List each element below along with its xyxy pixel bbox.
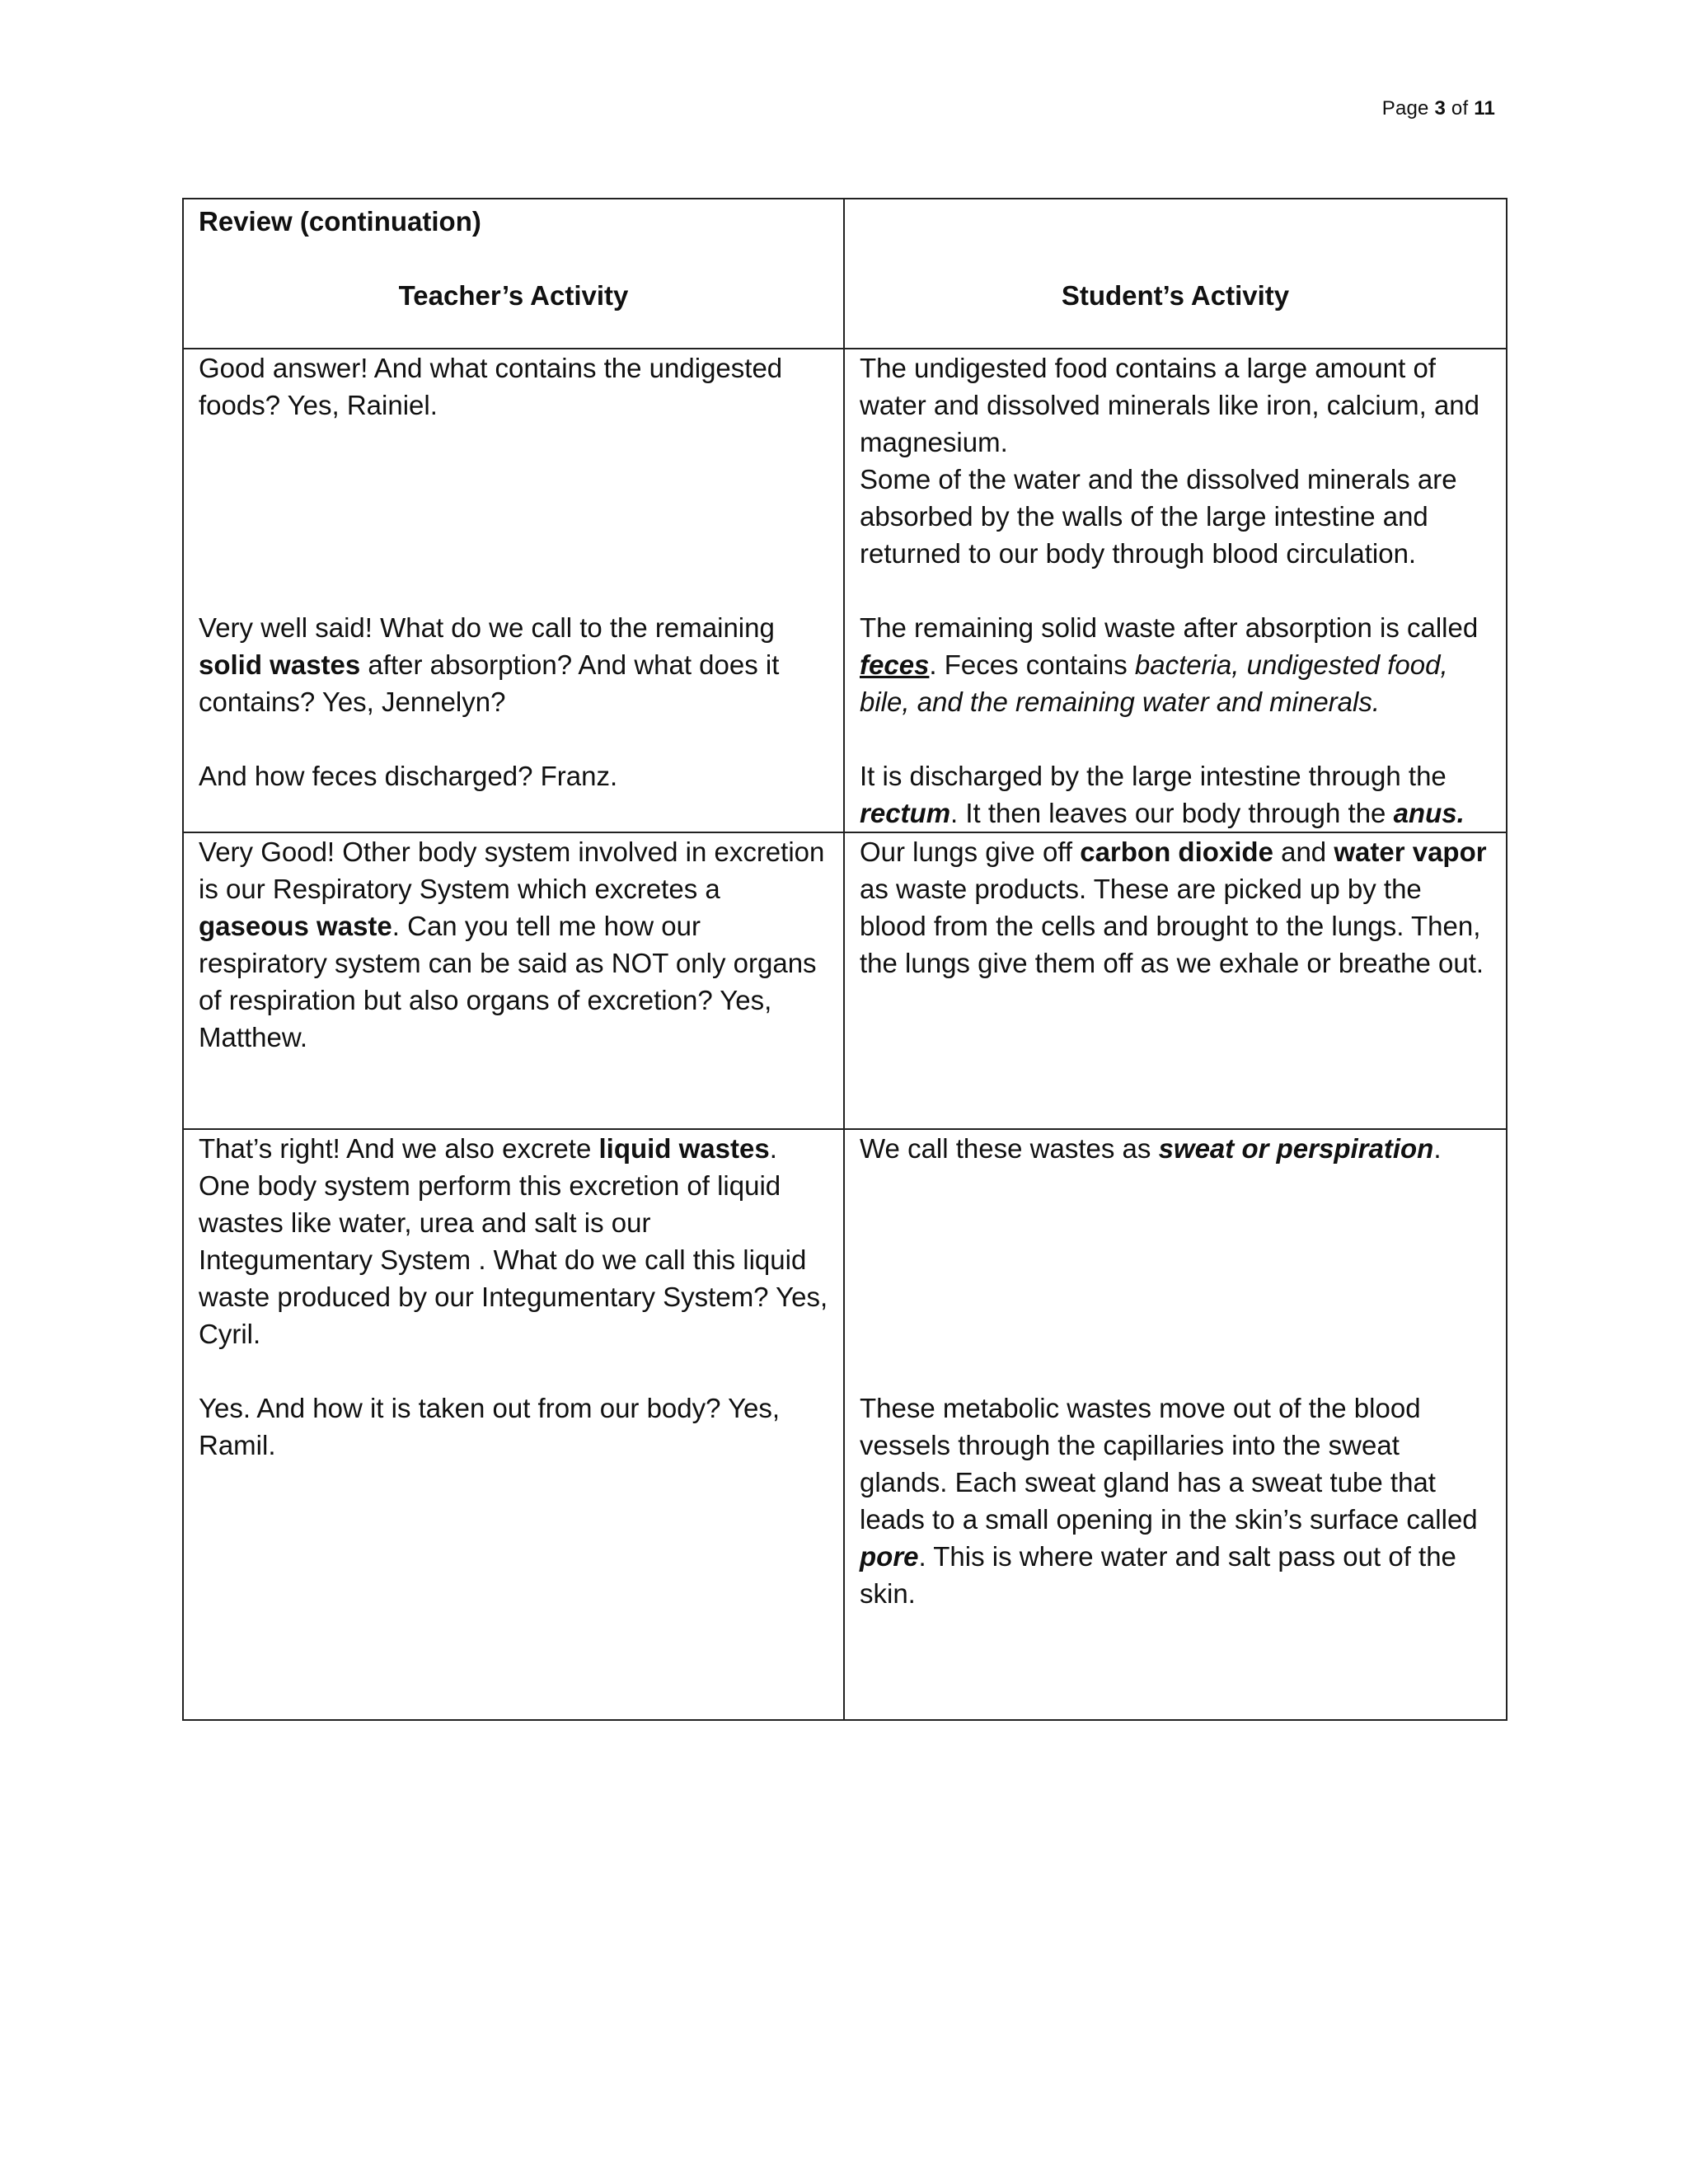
page-number — [1382, 97, 1495, 120]
student-header-cell — [844, 199, 1507, 349]
teacher-cell — [183, 349, 844, 832]
student-answer: Our lungs give off carbon dioxide and water vapor as waste products. These are picked up by the blood from the cells and brought to the lungs. Then, the lungs give them off as we exhale or breathe out. — [860, 837, 1487, 978]
teacher-question: Very Good! Other body system involved in excretion is our Respiratory System which excretes a gaseous waste. Can you tell me how our respiratory system can be said as NOT only organs of respiration but also organs of excretion? Yes, Matthew. — [199, 837, 825, 1052]
student-column-heading: Student’s Activity — [1061, 280, 1290, 311]
student-answer: The remaining solid waste after absorption is called feces. Feces contains bacteria, undigested food, bile, and the remaining water and minerals. — [860, 612, 1479, 717]
page-current: 3 — [1434, 97, 1447, 120]
table-row — [183, 832, 1507, 1129]
page-total: 11 — [1474, 97, 1495, 120]
teacher-question: And how feces discharged? Franz. — [199, 761, 618, 791]
table-row — [183, 1129, 1507, 1720]
teacher-question: That’s right! And we also excrete liquid wastes. One body system perform this excretion of liquid wastes like water, urea and salt is our Integumentary System . What do we call this liquid waste produced by our Integumentary System? Yes, Cyril. — [199, 1133, 828, 1349]
teacher-header-cell — [183, 199, 844, 349]
table-row — [183, 349, 1507, 832]
teacher-column-heading: Teacher’s Activity — [398, 280, 629, 311]
page-of-label: of — [1451, 97, 1469, 120]
teacher-question: Yes. And how it is taken out from our body? Yes, Ramil. — [199, 1393, 781, 1460]
page-label: Page — [1381, 97, 1429, 120]
student-answer: The undigested food contains a large amount of water and dissolved minerals like iron, calcium, and magnesium. — [860, 353, 1480, 457]
lesson-table — [182, 198, 1507, 1721]
student-cell — [844, 349, 1507, 832]
student-answer: Some of the water and the dissolved minerals are absorbed by the walls of the large intestine and returned to our body through blood circulation. — [860, 464, 1457, 569]
student-answer: We call these wastes as sweat or perspiration. — [860, 1133, 1442, 1164]
teacher-cell — [183, 1129, 844, 1720]
student-answer: These metabolic wastes move out of the blood vessels through the capillaries into the sweat glands. Each sweat gland has a sweat tube that leads to a small opening in the skin’s surface called pore. This is where water and salt pass out of the skin. — [860, 1393, 1478, 1609]
review-title: Review (continuation) — [199, 206, 481, 237]
teacher-question: Good answer! And what contains the undigested foods? Yes, Rainiel. — [199, 353, 783, 420]
teacher-question: Very well said! What do we call to the remaining solid wastes after absorption? And what does it contains? Yes, Jennelyn? — [199, 612, 780, 717]
header-row — [183, 199, 1507, 349]
student-cell — [844, 832, 1507, 1129]
student-cell — [844, 1129, 1507, 1720]
teacher-cell — [183, 832, 844, 1129]
student-answer: It is discharged by the large intestine through the rectum. It then leaves our body through the anus. — [860, 761, 1465, 828]
